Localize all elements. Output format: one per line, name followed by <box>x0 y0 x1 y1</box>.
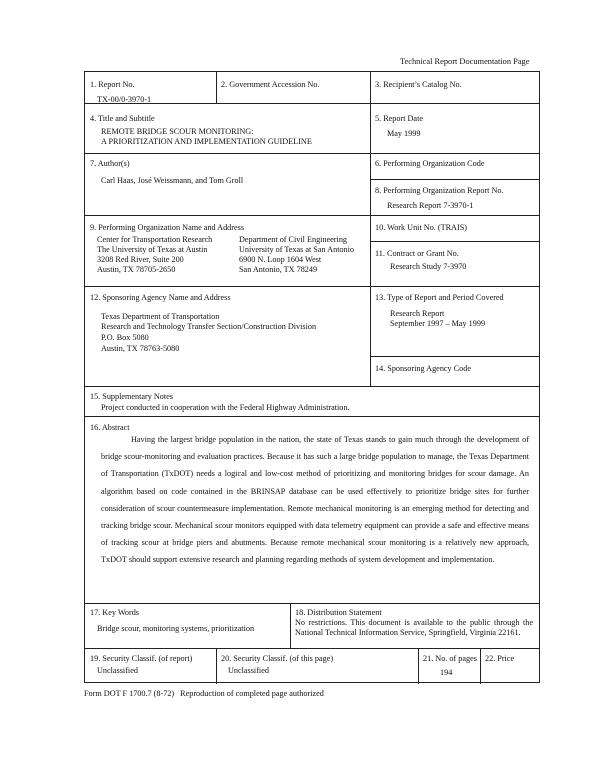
num-pages-label: 21. No. of pages <box>423 654 477 663</box>
security-page-label: 20. Security Classif. (of this page) <box>221 654 334 663</box>
performing-org-left-2: The University of Texas at Austin <box>97 245 208 254</box>
performing-org-left-4: Austin, TX 78705-2650 <box>97 265 176 274</box>
performing-org-right-3: 6900 N. Loop 1604 West <box>239 255 322 264</box>
sponsoring-agency-label: 12. Sponsoring Agency Name and Address <box>90 293 231 302</box>
row-divider <box>370 241 539 242</box>
form-number: Form DOT F 1700.7 (8-72) <box>84 689 175 698</box>
contract-value: Research Study 7-3970 <box>390 262 467 271</box>
sponsoring-agency-line-4: Austin, TX 78763-5080 <box>101 344 180 353</box>
performing-org-report-value: Research Report 7-3970-1 <box>387 201 474 210</box>
col-divider <box>290 603 291 648</box>
abstract-label: 16. Abstract <box>90 423 130 432</box>
col-divider <box>370 72 371 386</box>
title-line-1: REMOTE BRIDGE SCOUR MONITORING: <box>101 127 254 136</box>
sponsoring-agency-line-3: P.O. Box 5080 <box>101 333 149 342</box>
col-divider <box>216 72 217 103</box>
performing-org-report-label: 8. Performing Organization Report No. <box>375 186 504 195</box>
gov-accession-label: 2. Government Accession No. <box>221 80 320 89</box>
reproduction-note: Reproduction of completed page authorized <box>180 689 324 698</box>
authors-label: 7. Author(s) <box>90 159 130 168</box>
row-divider <box>85 603 539 604</box>
row-divider <box>85 416 539 417</box>
row-divider <box>85 153 539 154</box>
performing-org-left-1: Center for Transportation Research <box>97 235 213 244</box>
row-divider <box>85 386 539 387</box>
form-footer <box>84 689 324 698</box>
report-no-value: TX-00/0-3970-1 <box>97 95 152 104</box>
report-date-value: May 1999 <box>387 129 421 138</box>
performing-org-left-3: 3208 Red River, Suite 200 <box>97 255 184 264</box>
row-divider <box>370 356 539 357</box>
sponsoring-agency-line-1: Texas Department of Transportation <box>101 312 220 321</box>
contract-label: 11. Contract or Grant No. <box>375 249 459 258</box>
performing-org-right-4: San Antonio, TX 78249 <box>239 265 318 274</box>
report-date-label: 5. Report Date <box>375 114 423 123</box>
col-divider <box>216 648 217 684</box>
sponsoring-code-label: 14. Sponsoring Agency Code <box>375 364 471 373</box>
documentation-form <box>84 71 540 683</box>
report-type-line-1: Research Report <box>390 309 445 318</box>
supplementary-label: 15. Supplementary Notes <box>90 392 173 401</box>
abstract-text: Having the largest bridge population in the nation, the state of Texas stands to gain much through the development of bridge scour-monitoring and evaluation practices. Because it has such a large bridge population to manage, the Texas Department of Transportation (TxDOT) needs a logical and low-cost method of prioritizing and monitoring bridges for scour damage. An algorithm based on code contained in the BRINSAP database can be used effectively to prioritize bridge sites for further consideration of scour countermeasure implementation. Remote mechanical monitoring is an emerging method for detecting and tracking bridge scour. Mechanical scour monitors equipped with data telemetry equipment can provide a safe and effective means of tracking scour at bridge piers and abutments. Because remote mechanical scour monitoring is a relatively new approach, TxDOT should support extensive research and planning regarding methods of system development and implementation. <box>101 435 529 565</box>
authors-value: Carl Haas, José Weissmann, and Tom Groll <box>101 176 244 185</box>
distribution-label: 18. Distribution Statement <box>295 608 382 617</box>
distribution-value: No restrictions. This document is available to the public through the National Technical Information Service, Springfield, Virginia 22161. <box>295 618 533 637</box>
key-words-value: Bridge scour, monitoring systems, prioritization <box>97 624 255 633</box>
recipient-catalog-label: 3. Recipient’s Catalog No. <box>375 80 462 89</box>
security-report-value: Unclassified <box>97 666 138 675</box>
title-label: 4. Title and Subtitle <box>90 114 155 123</box>
row-divider <box>370 179 539 180</box>
sponsoring-agency-line-2: Research and Technology Transfer Section/Construction Division <box>101 322 317 331</box>
col-divider <box>418 648 419 684</box>
price-label: 22. Price <box>485 654 515 663</box>
row-divider <box>85 648 539 649</box>
supplementary-value: Project conducted in cooperation with the Federal Highway Administration. <box>101 403 350 412</box>
performing-org-code-label: 6. Performing Organization Code <box>375 159 485 168</box>
row-divider <box>85 103 539 104</box>
page-header: Technical Report Documentation Page <box>400 57 530 66</box>
num-pages-value: 194 <box>440 668 453 677</box>
report-no-label: 1. Report No. <box>90 80 135 89</box>
row-divider <box>85 286 539 287</box>
col-divider <box>480 648 481 684</box>
work-unit-label: 10. Work Unit No. (TRAIS) <box>375 223 467 232</box>
key-words-label: 17. Key Words <box>90 608 139 617</box>
title-line-2: A PRIORITIZATION AND IMPLEMENTATION GUIDELINE <box>101 137 312 146</box>
performing-org-label: 9. Performing Organization Name and Address <box>90 223 245 232</box>
performing-org-right-1: Department of Civil Engineering <box>239 235 348 244</box>
report-type-label: 13. Type of Report and Period Covered <box>375 293 504 302</box>
security-page-value: Unclassified <box>228 666 269 675</box>
performing-org-right-2: University of Texas at San Antonio <box>239 245 355 254</box>
security-report-label: 19. Security Classif. (of report) <box>90 654 193 663</box>
report-type-line-2: September 1997 – May 1999 <box>390 319 486 328</box>
row-divider <box>85 215 539 216</box>
